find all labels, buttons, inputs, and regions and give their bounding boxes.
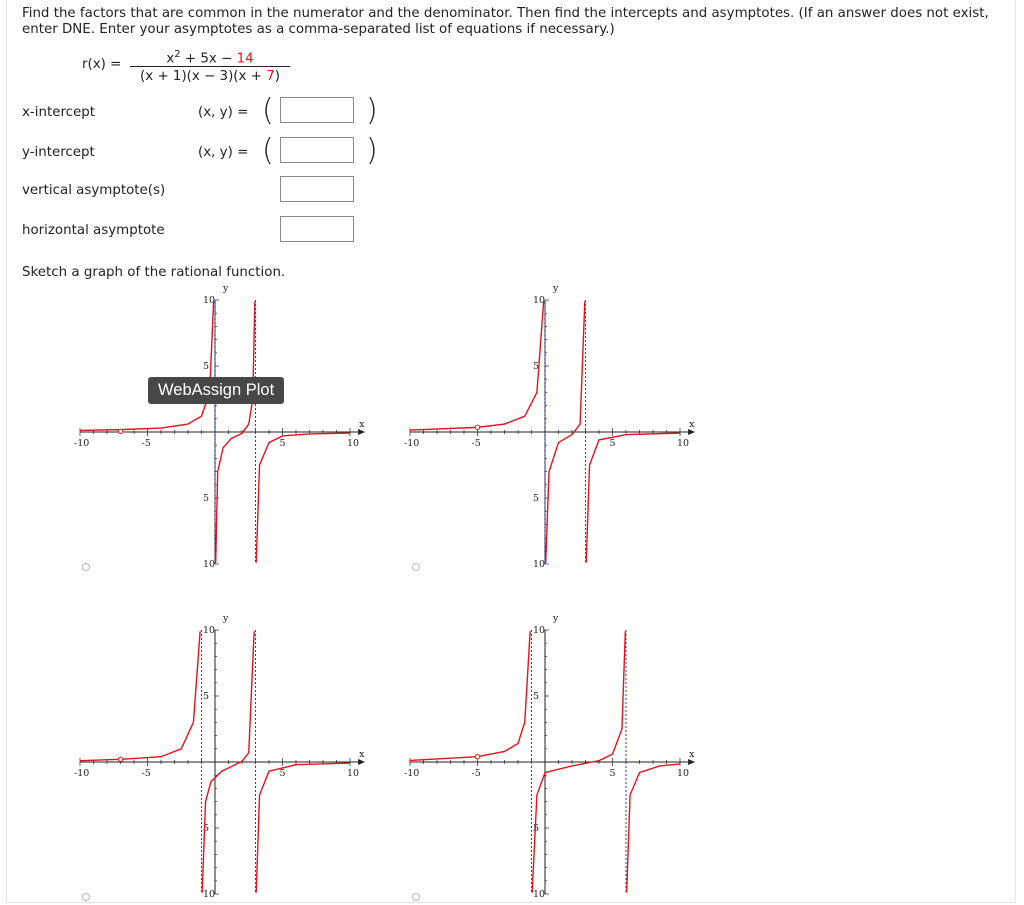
x-tick-label: 10 [677,768,690,779]
x-intercept-pair-label: (x, y) = [198,105,249,120]
instructions: Find the factors that are common in the numerator and the denominator. Then find the intercepts and asymptotes. (If an answer does not exist, enter DNE. Enter your asymptotes as a comma-separated list of equations if necessary.) [22,6,989,37]
x-tick-label: 10 [677,438,690,449]
x-intercept-input[interactable] [280,97,354,123]
graph-option-c-radio[interactable] [82,893,90,901]
y-axis-label: y [223,283,229,294]
y-axis-label: y [553,613,559,624]
denominator-constant: 7 [266,69,275,84]
x-axis-label: x [689,749,695,760]
y-tick-label: 10 [203,559,216,570]
x-tick-label: -10 [74,768,90,779]
hole-marker [118,429,122,433]
curve-left [80,301,214,430]
y-tick-label: 5 [203,823,210,834]
x-tick-label: 10 [347,438,360,449]
x-tick-label: 5 [609,768,616,779]
x-tick-label: -10 [404,768,420,779]
y-tick-label: 10 [533,889,546,900]
y-tick-label: 10 [203,889,216,900]
y-tick-label: 10 [533,295,546,306]
y-intercept-input[interactable] [280,137,354,163]
x-tick-label: 5 [609,438,616,449]
x-tick-label: -5 [141,438,151,449]
y-tick-label: 10 [533,559,546,570]
denominator-close: ) [274,69,280,84]
x-tick-label: -10 [74,438,90,449]
numerator-exponent: 2 [174,49,181,60]
x-axis-label: x [359,419,365,430]
hole-marker [475,755,479,759]
x-tick-label: -5 [471,768,481,779]
curve-right [627,764,680,893]
y-tick-label: 10 [203,295,216,306]
y-intercept-close-paren: ) [366,133,378,168]
graph-option-c[interactable] [74,612,380,900]
horizontal-asymptote-input[interactable] [280,216,354,242]
y-axis-label: y [553,283,559,294]
y-intercept-pair-label: (x, y) = [198,145,249,160]
x-intercept-label: x-intercept [22,105,96,120]
graph-option-d[interactable] [404,612,710,900]
hole-marker [118,757,122,761]
denominator-main: (x + 1)(x − 3)(x + [140,69,267,84]
y-tick-label: 10 [533,625,546,636]
function-lhs: r(x) = [82,57,122,72]
y-tick-label: 5 [203,361,210,372]
y-tick-label: 5 [533,493,540,504]
vertical-asymptote-input[interactable] [280,176,354,202]
curve-right [256,433,350,563]
vertical-asymptote-label: vertical asymptote(s) [22,183,166,198]
y-axis-label: y [223,613,229,624]
x-tick-label: 5 [279,768,286,779]
graph-option-b-radio[interactable] [412,563,420,571]
sketch-prompt: Sketch a graph of the rational function. [22,265,286,280]
curve-left [410,631,530,760]
graph-option-a[interactable] [74,282,380,570]
y-intercept-label: y-intercept [22,145,95,160]
curve-right [256,763,350,893]
x-tick-label: -5 [141,768,151,779]
function-fraction [130,49,290,84]
numerator-x: x [166,51,175,67]
numerator [130,49,290,65]
y-tick-label: 5 [533,361,540,372]
y-tick-label: 5 [533,823,540,834]
curve-left [80,631,200,760]
y-tick-label: 10 [203,625,216,636]
x-tick-label: -5 [471,438,481,449]
y-intercept-open-paren: ( [262,133,274,168]
x-axis-label: x [359,749,365,760]
numerator-constant: 14 [236,51,254,67]
numerator-mid: + 5x − [180,51,237,67]
horizontal-asymptote-label: horizontal asymptote [22,223,165,238]
graph-option-b[interactable] [404,282,710,570]
webassign-plot-tooltip: WebAssign Plot [148,377,284,404]
curve-left [410,301,544,430]
y-tick-label: 5 [203,691,210,702]
x-tick-label: -10 [404,438,420,449]
x-axis-label: x [689,419,695,430]
graph-option-a-radio[interactable] [82,563,90,571]
x-tick-label: 5 [279,438,286,449]
x-intercept-close-paren: ) [366,93,378,128]
y-tick-label: 5 [203,493,210,504]
x-intercept-open-paren: ( [262,93,274,128]
curve-right [586,433,680,563]
y-tick-label: 5 [533,691,540,702]
graph-option-d-radio[interactable] [412,893,420,901]
denominator [130,69,290,84]
x-tick-label: 10 [347,768,360,779]
hole-marker [475,425,479,429]
